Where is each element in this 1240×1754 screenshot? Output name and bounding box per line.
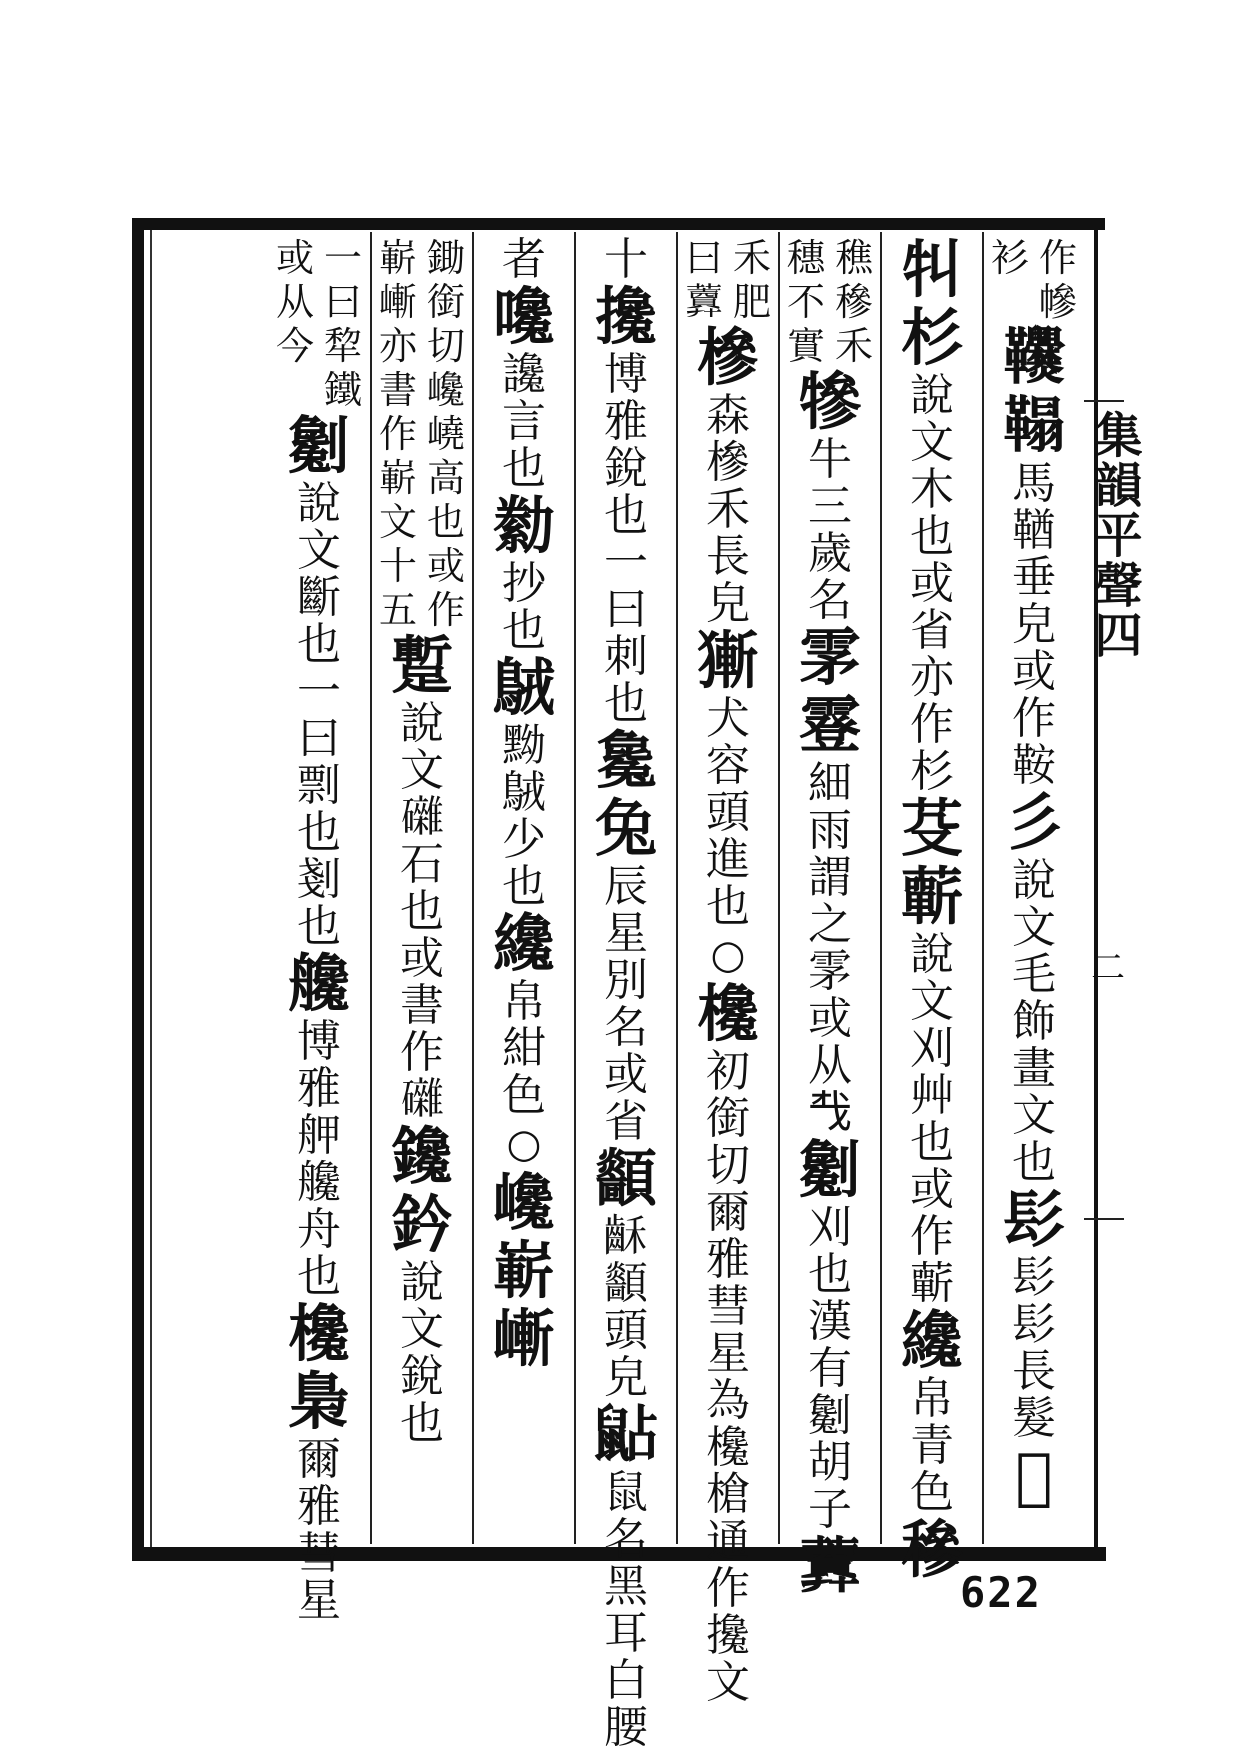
annotation: 十 [604,234,648,285]
headword: 欃 梟 [287,1297,350,1438]
annotation: 讒 言 也 [502,349,546,494]
margin-leaf-mark: 二 [1091,948,1125,988]
annotation: 細 雨 謂 之 雺 或 从 𢦔 [808,758,852,1138]
annotation-line-left: 衫 [990,236,1029,280]
margin-book-title: 集韻平聲四 [1086,410,1142,660]
annotation: 博 雅 銳 也 一 曰 刺 也 [604,349,648,729]
annotation: 刈 也 漢 有 劖 胡 子 [808,1202,852,1535]
annotation: 說 文 斷 也 一 曰 剽 也 剗 也 [297,478,341,952]
annotation-double-line [988,236,1080,324]
annotation: 𪗮 顲 頭 皃 [604,1211,648,1403]
annotation-line-right: 一 曰 犂 鐵 [323,236,362,412]
headword: 劖 [287,409,350,482]
annotation-line-right: 作 幓 [1038,236,1077,324]
headword: 艬 [287,947,350,1020]
headword: 獑 [696,624,759,697]
headword: 雺 霯 [798,621,861,762]
headword: 芟 蘄 [900,792,963,933]
annotation: 犬 容 頭 進 也 [706,693,750,932]
headword: 𪕐 [594,1398,657,1471]
annotation: 黝 𪀚 少 也 [502,720,546,912]
annotation-line-right: 穛 穇 禾 [834,236,873,368]
headword: 嚵 [492,280,555,353]
headword: 纔 [900,1304,963,1377]
headword: 㸨 杉 [900,233,963,374]
annotation-line-right: 鋤 銜 切 巉 嶢 高 也 或 作 [426,236,465,632]
headword: 攙 [594,280,657,353]
text-column [676,232,778,1708]
headword: 蹔 [390,629,453,702]
text-column [778,232,880,1603]
text-column [268,232,370,1626]
annotation: 說 文 銳 也 [400,1257,444,1449]
headword: 槮 [696,321,759,394]
headword: 𧅎 [798,1530,861,1603]
annotation-double-line [376,236,468,632]
annotation: 髟 髟 長 髮 [1012,1252,1056,1444]
annotation: 說 文 木 也 或 省 亦 作 杉 [910,370,954,797]
annotation-line-left: 嶄 嶃 亦 書 作 嶄 文 十 五 [378,236,417,632]
headword: 髟 [1002,1183,1065,1256]
annotation: 抄 也 [502,558,546,656]
headword: 𩎑 𩌇 [1002,321,1065,462]
page-number: 622 [960,1568,1042,1617]
margin-divider-top [1084,400,1124,402]
rhyme-group-marker: ○ [710,932,746,978]
annotation-line-left: 或 从 今 [275,236,314,368]
annotation: 初 銜 切 爾 雅 彗 星 為 欃 槍 通 作 攙 文 [706,1046,750,1708]
frame-inner-left-border [150,230,152,1547]
text-column [472,232,574,1544]
annotation-double-line [784,236,876,368]
annotation: 帛 青 色 [910,1373,954,1518]
annotation: 帛 紺 色 [502,976,546,1121]
annotation: 者 [502,234,546,285]
headword: 劖 [798,1133,861,1206]
annotation: 爾 雅 彗 星 [297,1434,341,1626]
headword: 𣓨 [1015,1439,1053,1512]
headword: 鑱 鈐 [390,1120,453,1261]
text-column [982,232,1084,1544]
headword: 犙 [798,365,861,438]
frame-left-border [132,218,144,1561]
annotation: 說 文 刈 艸 也 或 作 蘄 [910,929,954,1309]
annotation: 牛 三 歲 名 [808,434,852,626]
text-column [880,232,982,1586]
headword: 穇 [900,1513,963,1586]
headword: 毚 兔 [594,724,657,865]
headword: 欃 [696,977,759,1050]
annotation-line-right: 禾 肥 [732,236,771,324]
frame-top-border [140,218,1105,230]
headword: 顲 [594,1142,657,1215]
annotation: 馬 鞧 垂 皃 或 作 鞍 [1012,458,1056,791]
annotation-double-line [273,236,365,412]
annotation: 鼠 名 黑 耳 白 腰 [604,1467,648,1753]
headword: 勬 [492,489,555,562]
margin-divider-bottom [1084,1218,1124,1220]
annotation-double-line [682,236,774,324]
annotation: 說 文 𥗭 石 也 或 書 作 𥗭 [400,698,444,1125]
annotation: 博 雅 舺 艬 舟 也 [297,1016,341,1302]
annotation-line-left: 穗 不 實 [786,236,825,368]
headword: 彡 [1002,786,1065,859]
text-column [574,232,676,1753]
text-column [370,232,472,1544]
annotation: 森 槮 禾 長 皃 [706,390,750,629]
headword: 巉 嶄 嶃 [492,1166,555,1375]
annotation-line-left: 曰 𧅎 [684,236,723,324]
headword: 纔 [492,907,555,980]
annotation: 辰 星 別 名 或 省 [604,861,648,1147]
annotation: 說 文 毛 飾 畫 文 也 [1012,855,1056,1188]
rhyme-group-marker: ○ [506,1121,542,1167]
headword: 𪀚 [492,651,555,724]
